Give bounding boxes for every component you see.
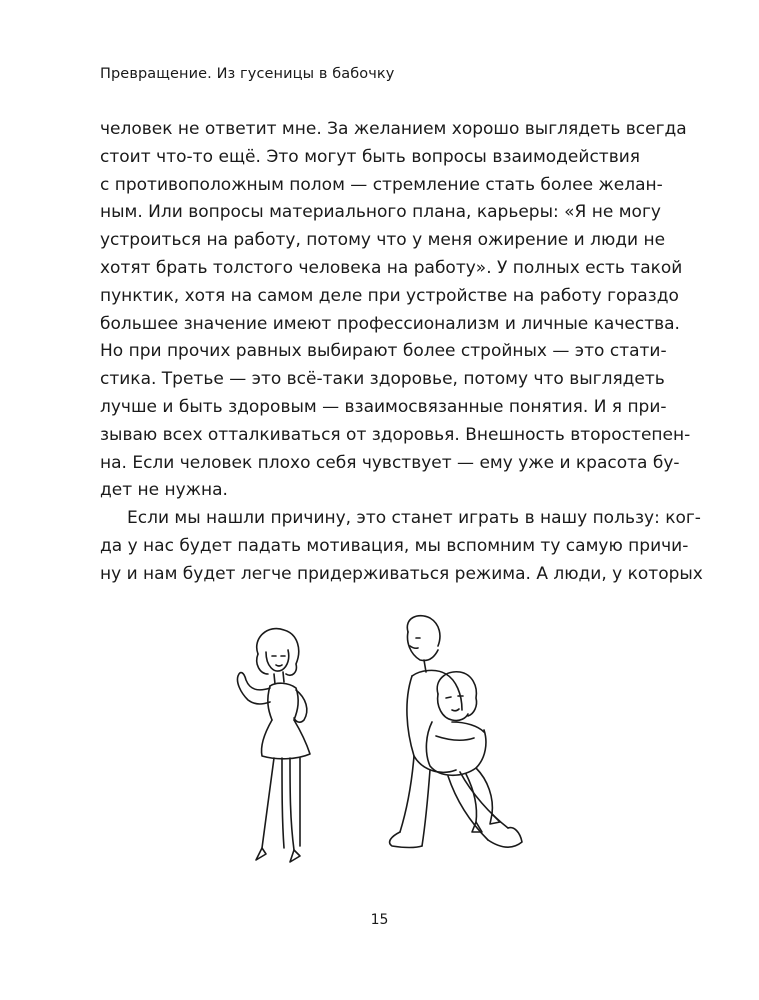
text-line: лучше и быть здоровым — взаимосвязанные понятия. И я при- xyxy=(100,396,667,417)
text-line: стоит что-то ещё. Это могут быть вопросы взаимодействия xyxy=(100,146,640,167)
running-header: Превращение. Из гусеницы в бабочку xyxy=(100,66,395,82)
text-line: человек не ответит мне. За желанием хорошо выглядеть всегда xyxy=(100,119,687,139)
body-text xyxy=(100,116,703,589)
text-line: Если мы нашли причину, это станет играть в нашу пользу: ког- xyxy=(127,508,701,529)
text-line: на. Если человек плохо себя чувствует — ему уже и красота бу- xyxy=(100,452,680,473)
illustration xyxy=(0,610,759,880)
text-line: с противоположным полом — стремление стать более желан- xyxy=(100,174,663,195)
text-line: зываю всех отталкиваться от здоровья. Внешность второстепен- xyxy=(100,424,691,445)
couple-figure xyxy=(390,616,522,848)
text-line: большее значение имеют профессионализм и личные качества. xyxy=(100,313,680,334)
text-line: устроиться на работу, потому что у меня ожирение и люди не xyxy=(100,230,666,251)
woman-figure xyxy=(237,629,310,862)
text-line: ну и нам будет легче придерживаться режима. А люди, у которых xyxy=(100,563,703,584)
text-line: пунктик, хотя на самом деле при устройстве на работу гораздо xyxy=(100,285,679,306)
page-number: 15 xyxy=(370,912,389,928)
text-line: хотят брать толстого человека на работу». У полных есть такой xyxy=(100,257,683,278)
text-line: дет не нужна. xyxy=(100,480,228,501)
text-line: Но при прочих равных выбирают более стройных — это стати- xyxy=(100,341,667,362)
text-line: стика. Третье — это всё-таки здоровье, потому что выглядеть xyxy=(100,369,665,390)
text-line: ным. Или вопросы материального плана, карьеры: «Я не могу xyxy=(100,202,661,223)
text-line: да у нас будет падать мотивация, мы вспомним ту самую причи- xyxy=(100,535,689,556)
